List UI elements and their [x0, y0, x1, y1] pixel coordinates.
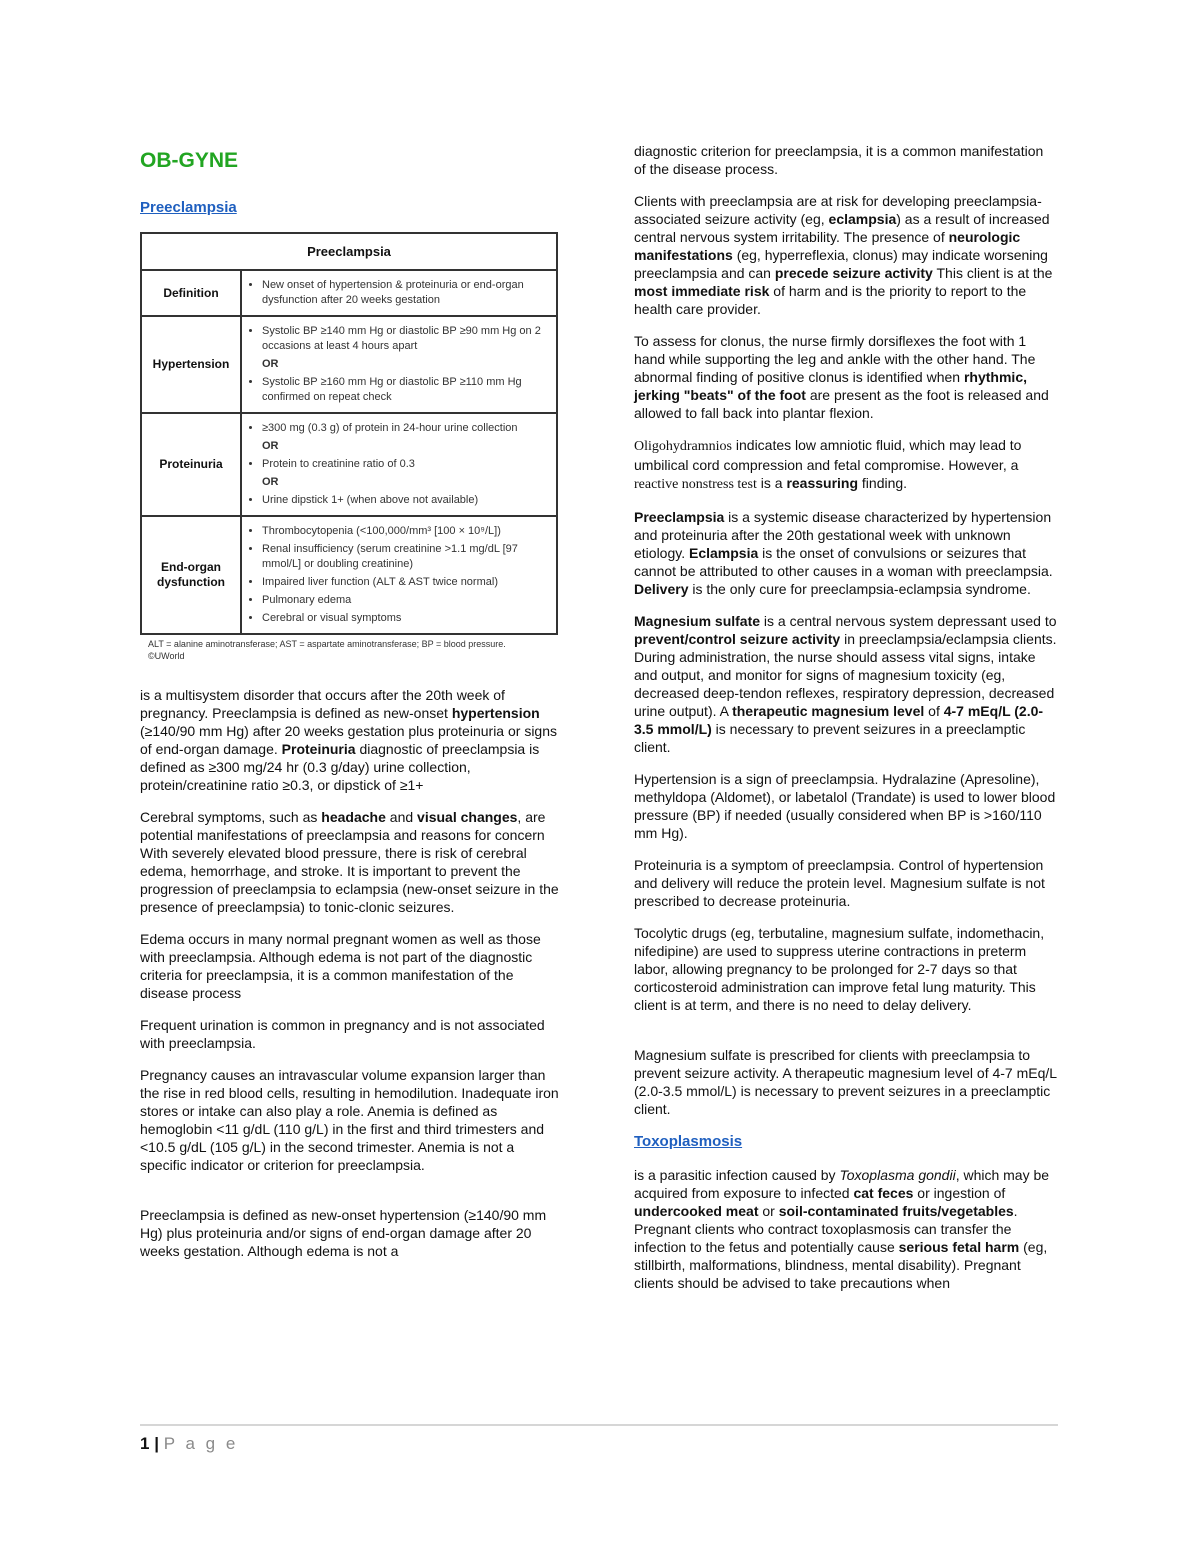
table-row	[141, 516, 557, 634]
row-label: Hypertension	[141, 316, 241, 413]
list-item: • Impaired liver function (ALT & AST twice normal)	[262, 575, 550, 590]
paragraph: Magnesium sulfate is a central nervous system depressant used to prevent/control seizure activity in preeclampsia/eclampsia clients. During administration, the nurse should assess vital signs, intake and output, and monitor for signs of magnesium toxicity (eg, decreased deep-tendon reflexes, respiratory depression, decreased urine output). A therapeutic magnesium level of 4-7 mEq/L (2.0-3.5 mmol/L) is necessary to prevent seizures in a preeclamptic client.	[634, 613, 1057, 755]
list-item: • Pulmonary edema	[262, 593, 550, 608]
table-note: ALT = alanine aminotransferase; AST = aspartate aminotransferase; BP = blood pressure.	[148, 639, 506, 649]
table-row	[141, 316, 557, 413]
paragraph: diagnostic criterion for preeclampsia, it is a common manifestation of the disease process.	[634, 143, 1044, 177]
paragraph: Hypertension is a sign of preeclampsia. Hydralazine (Apresoline), methyldopa (Aldomet), or labetalol (Trandate) is used to lower blood pressure (BP) if needed (usually considered when BP is >160/110 mm Hg).	[634, 771, 1056, 841]
or-label: OR	[262, 440, 279, 452]
page-footer	[140, 1434, 238, 1454]
paragraph: is a parasitic infection caused by Toxoplasma gondii, which may be acquired from exposure to infected cat feces or ingestion of undercooked meat or soil-contaminated fruits/vegetables. Pregnant clients who contract toxoplasmosis can transfer the infection to the fetus and potentially cause serious fetal harm (eg, stillbirth, malformations, blindness, mental disability). Pregnant clients should be advised to take precautions when	[634, 1167, 1050, 1291]
paragraph: Cerebral symptoms, such as headache and visual changes, are potential manifestations of preeclampsia and reasons for concern With severely elevated blood pressure, there is risk of cerebral edema, hemorrhage, and stroke. It is important to prevent the progression of preeclampsia to eclampsia (new-onset seizure in the presence of preeclampsia) to tonic-clonic seizures.	[140, 809, 559, 915]
table-row	[141, 270, 557, 316]
list-item: • Urine dipstick 1+ (when above not available)	[262, 493, 550, 508]
paragraph: Proteinuria is a symptom of preeclampsia. Control of hypertension and delivery will reduce the protein level. Magnesium sulfate is not prescribed to decrease proteinuria.	[634, 857, 1045, 909]
or-label: OR	[262, 358, 279, 370]
paragraph: Frequent urination is common in pregnancy and is not associated with preeclampsia.	[140, 1017, 545, 1051]
table-header: Preeclampsia	[141, 233, 557, 270]
paragraph: Magnesium sulfate is prescribed for clients with preeclampsia to prevent seizure activity. A therapeutic magnesium level of 4-7 mEq/L (2.0-3.5 mmol/L) is necessary to prevent seizures in a preeclamptic client.	[634, 1047, 1057, 1117]
paragraph: Preeclampsia is defined as new-onset hypertension (≥140/90 mm Hg) plus proteinuria and/or signs of end-organ damage after 20 weeks gestation. Although edema is not a	[140, 1207, 547, 1259]
paragraph: Oligohydramnios indicates low amniotic fluid, which may lead to umbilical cord compression and fetal compromise. However, a reactive nonstress test is a reassuring finding.	[634, 437, 1022, 492]
row-label: End-organ dysfunction	[141, 516, 241, 634]
page-number: 1	[140, 1434, 150, 1453]
paragraph: is a multisystem disorder that occurs after the 20th week of pregnancy. Preeclampsia is defined as new-onset hypertension (≥140/90 mm Hg) after 20 weeks gestation plus proteinuria or signs of end-organ damage. Proteinuria diagnostic of preeclampsia is defined as ≥300 mg/24 hr (0.3 g/day) urine collection, protein/creatinine ratio ≥0.3, or dipstick of ≥1+	[140, 687, 557, 793]
table-credit: ©UWorld	[148, 651, 185, 661]
or-label: OR	[262, 476, 279, 488]
preeclampsia-table-figure	[140, 232, 560, 662]
preeclampsia-heading-link[interactable]: Preeclampsia	[140, 199, 237, 216]
left-column	[140, 144, 560, 1274]
page-label: P a g e	[163, 1434, 239, 1453]
row-label: Definition	[141, 270, 241, 316]
list-item: • Cerebral or visual symptoms	[262, 611, 550, 626]
right-column	[634, 142, 1058, 1306]
list-item: • Protein to creatinine ratio of 0.3	[262, 457, 550, 472]
row-label: Proteinuria	[141, 413, 241, 516]
paragraph: Tocolytic drugs (eg, terbutaline, magnesium sulfate, indomethacin, nifedipine) are used to suppress uterine contractions in preterm labor, allowing pregnancy to be prolonged for 2-7 days so that corticosteroid administration can improve fetal lung maturity. This client is at term, and there is no need to delay delivery.	[634, 925, 1045, 1013]
footer-separator: |	[154, 1434, 159, 1453]
paragraph: Edema occurs in many normal pregnant women as well as those with preeclampsia. Although edema is not part of the diagnostic criteria for preeclampsia, it is a common manifestation of the disease process	[140, 931, 541, 1001]
list-item: • Systolic BP ≥160 mm Hg or diastolic BP ≥110 mm Hg confirmed on repeat check	[262, 375, 550, 405]
list-item: • Systolic BP ≥140 mm Hg or diastolic BP ≥90 mm Hg on 2 occasions at least 4 hours apart	[262, 324, 550, 354]
list-item: • New onset of hypertension & proteinuria or end-organ dysfunction after 20 weeks gestation	[262, 278, 550, 308]
table-row	[141, 413, 557, 516]
toxoplasmosis-heading-link[interactable]: Toxoplasmosis	[634, 1133, 743, 1150]
list-item: • ≥300 mg (0.3 g) of protein in 24-hour urine collection	[262, 421, 550, 436]
list-item: • Thrombocytopenia (<100,000/mm³ [100 × 10⁹/L])	[262, 524, 550, 539]
preeclampsia-table	[140, 232, 558, 635]
document-title: OB-GYNE	[140, 149, 239, 172]
paragraph: Pregnancy causes an intravascular volume expansion larger than the rise in red blood cells, resulting in hemodilution. Inadequate iron stores or intake can also play a role. Anemia is defined as hemoglobin <11 g/dL (110 g/L) in the first and third trimesters and <10.5 g/dL (105 g/L) in the second trimester. Anemia is not a specific indicator or criterion for preeclampsia.	[140, 1067, 559, 1173]
footer-divider	[140, 1424, 1058, 1426]
paragraph: Clients with preeclampsia are at risk for developing preeclampsia-associated seizure activity (eg, eclampsia) as a result of increased central nervous system irritability. The presence of neurologic manifestations (eg, hyperreflexia, clonus) may indicate worsening preeclampsia and can precede seizure activity This client is at the most immediate risk of harm and is the priority to report to the health care provider.	[634, 193, 1053, 317]
list-item: • Renal insufficiency (serum creatinine >1.1 mg/dL [97 mmol/L] or doubling creatinine)	[262, 542, 550, 572]
paragraph: Preeclampsia is a systemic disease characterized by hypertension and proteinuria after the 20th gestational week with unknown etiology. Eclampsia is the onset of convulsions or seizures that cannot be attributed to other causes in a woman with preeclampsia. Delivery is the only cure for preeclampsia-eclampsia syndrome.	[634, 509, 1053, 597]
paragraph: To assess for clonus, the nurse firmly dorsiflexes the foot with 1 hand while supporting the leg and ankle with the other hand. The abnormal finding of positive clonus is identified when rhythmic, jerking "beats" of the foot are present as the foot is released and allowed to fall back into plantar flexion.	[634, 333, 1049, 421]
